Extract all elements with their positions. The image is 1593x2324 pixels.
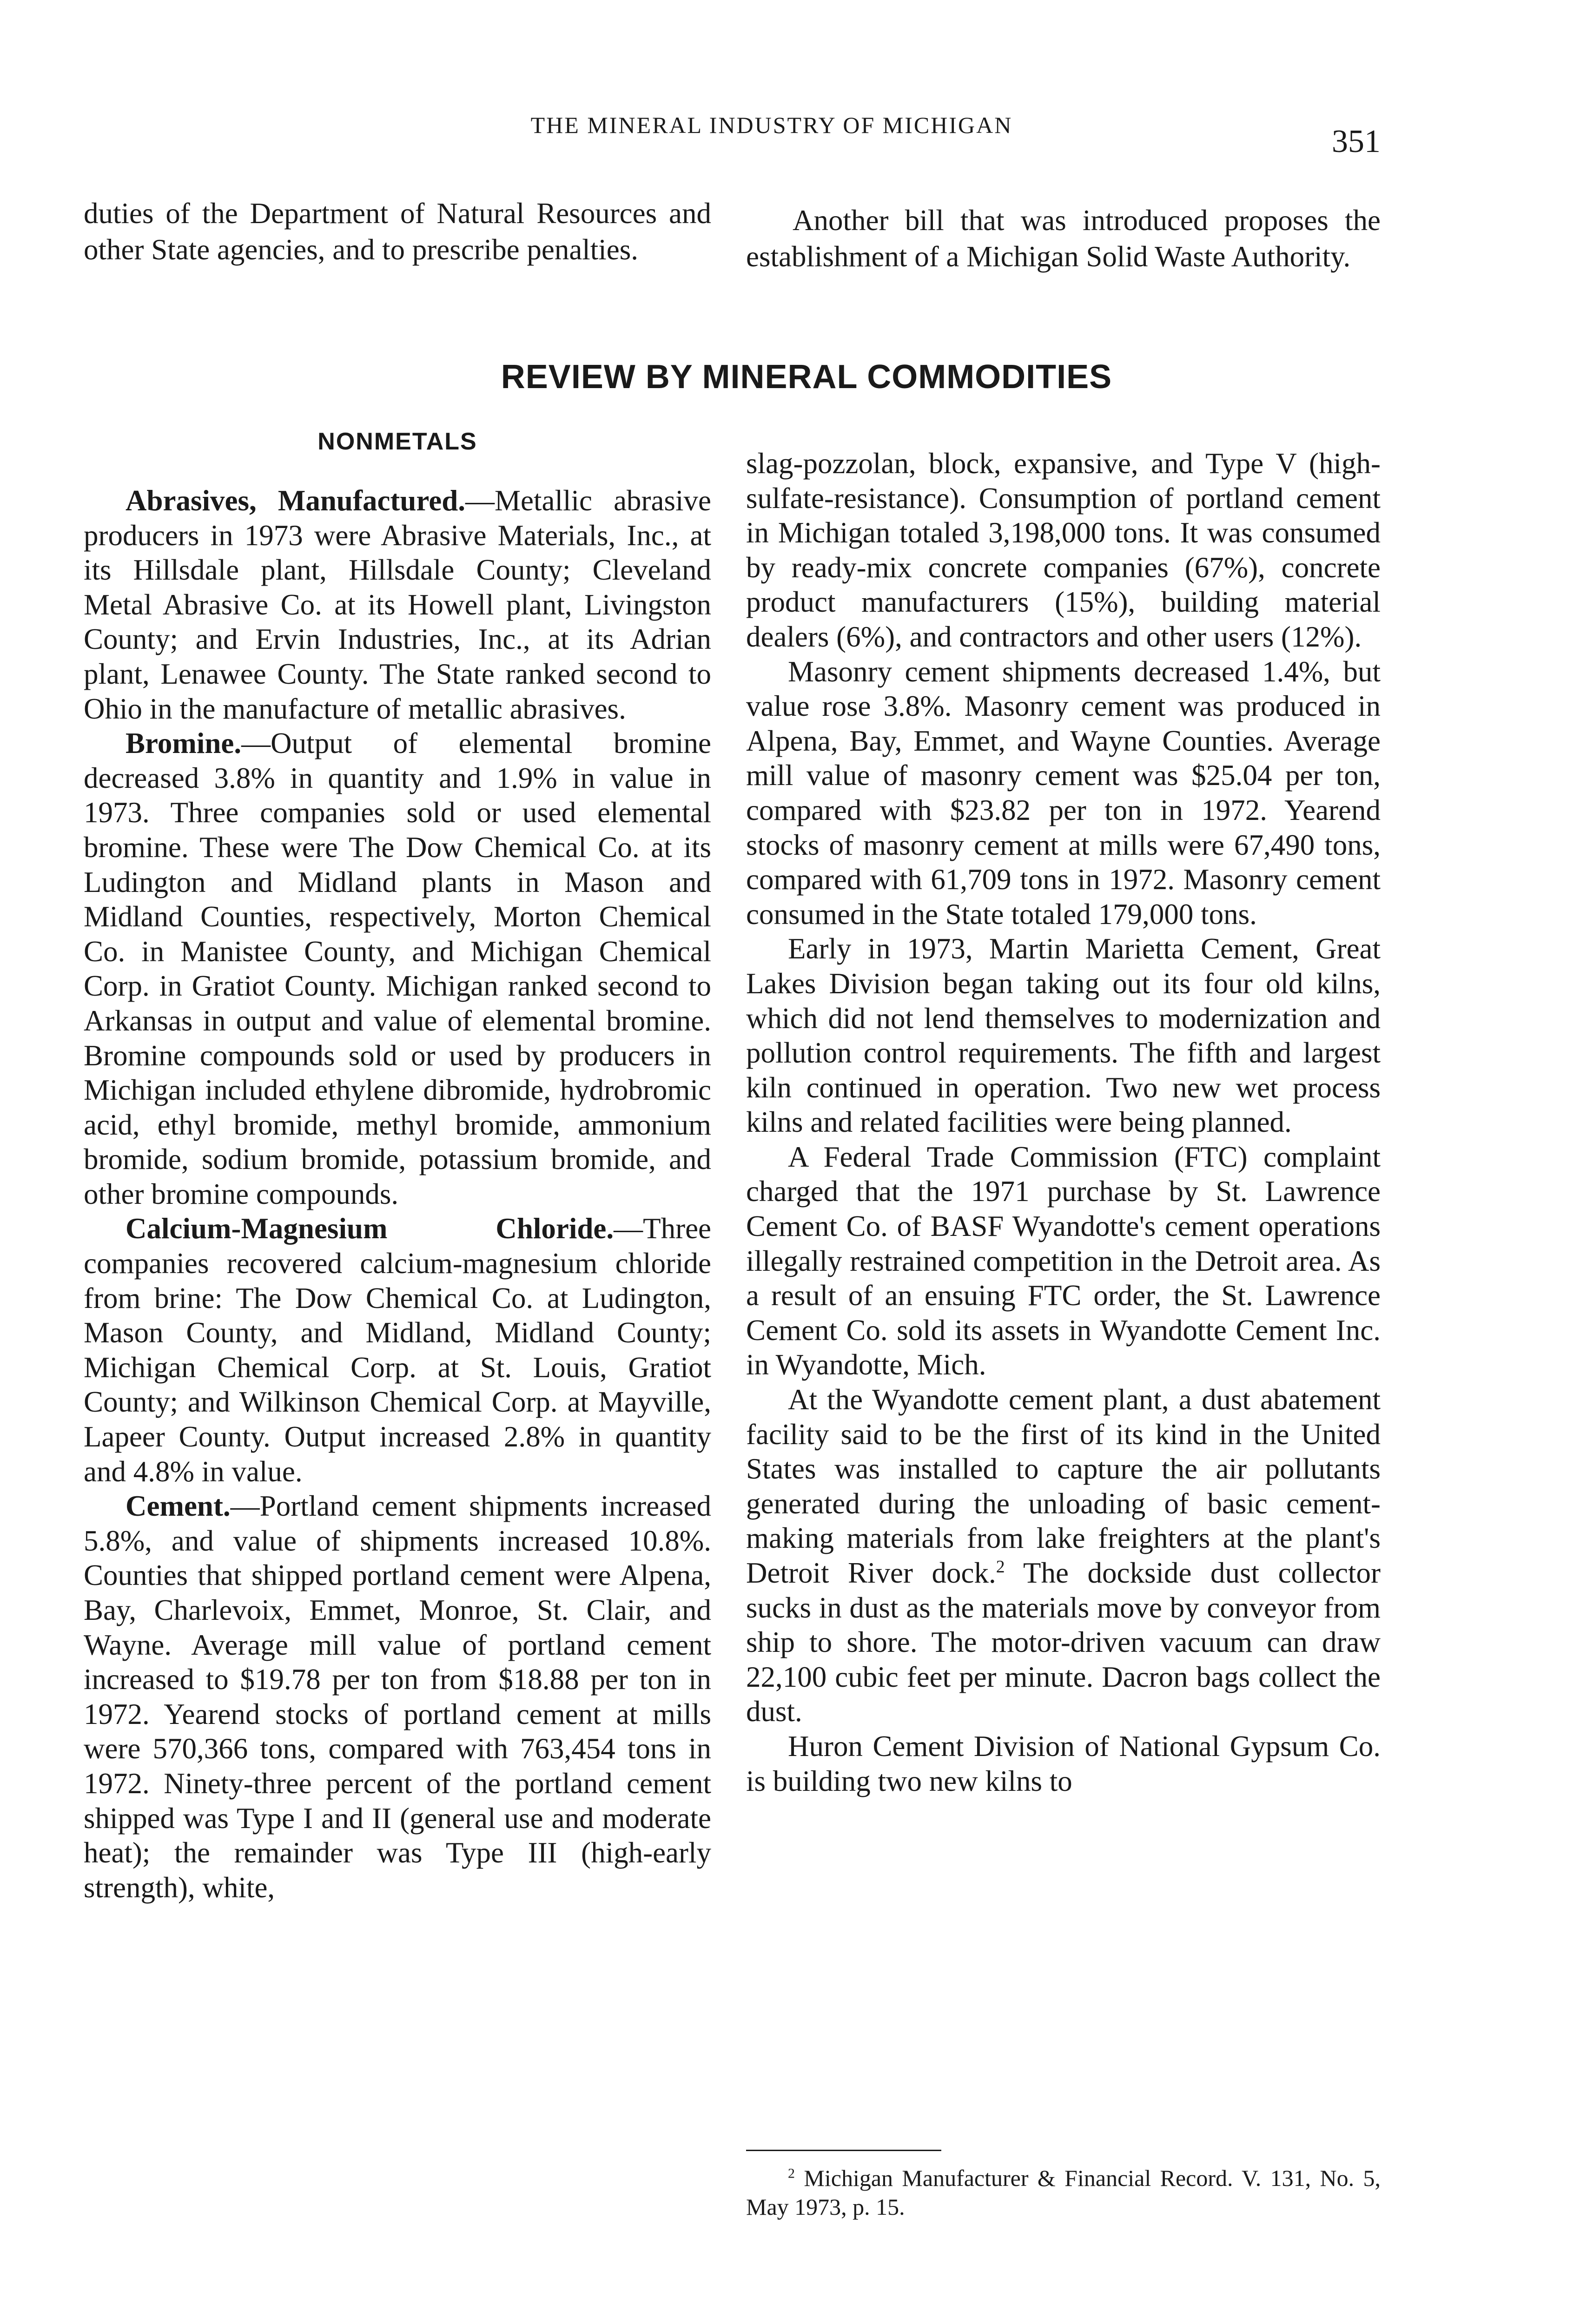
section-title: REVIEW BY MINERAL COMMODITIES (501, 358, 1112, 396)
masonry-paragraph: Masonry cement shipments decreased 1.4%, but value rose 3.8%. Masonry cement was produced in Alpena, Bay, Emmet, and Wayne Counties. Average mill value of masonry cement was $25.04 per ton, compared with $23.82 per ton in 1972. Yearend stocks of masonry cement at mills were 67,490 tons, compared with 61,709 tons in 1972. Masonry cement consumed in the State totaled 179,000 tons. (746, 655, 1381, 931)
huron-paragraph: Huron Cement Division of National Gypsum Co. is building two new kilns to (746, 1730, 1381, 1797)
wyandotte-text-after: The dockside dust collector sucks in dust as the materials move by conveyor from ship to shore. The motor-driven vacuum can draw 22,100 cubic feet per minute. Dacron bags collect the dust. (746, 1557, 1381, 1728)
calcium-paragraph (84, 1211, 711, 1489)
ftc-paragraph: A Federal Trade Commission (FTC) complaint charged that the 1971 purchase by St. Lawrence Cement Co. of BASF Wyandotte's cement operations illegally restrained competition in the Detroit area. As a result of an ensuing FTC order, the St. Lawrence Cement Co. sold its assets in Wyandotte Cement Inc. in Wyandotte, Mich. (746, 1140, 1381, 1381)
calcium-heading: Calcium-Magnesium Chloride. (126, 1212, 614, 1245)
bromine-paragraph (84, 726, 711, 1211)
martin-marietta-paragraph: Early in 1973, Martin Marietta Cement, Great Lakes Division began taking out its four old kilns, which did not lend themselves to modernization and pollution control requirements. The fifth and largest kiln continued in operation. Two new wet process kilns and related facilities were being planned. (746, 932, 1381, 1139)
abrasives-text: —Metallic abrasive producers in 1973 were Abrasive Materials, Inc., at its Hillsdale plant, Hillsdale County; Cleveland Metal Abrasive Co. at its Howell plant, Livingston County; and Ervin Industries, Inc., at its Adrian plant, Lenawee County. The State ranked second to Ohio in the manufacture of metallic abrasives. (84, 484, 711, 725)
top-left-paragraph: duties of the Department of Natural Resources and other State agencies, and to prescribe penalties. (84, 197, 711, 266)
bromine-heading: Bromine. (126, 727, 242, 760)
abrasives-heading: Abrasives, Manufactured. (126, 484, 465, 517)
footnote-text: Michigan Manufacturer & Financial Record. V. 131, No. 5, May 1973, p. 15. (746, 2165, 1381, 2220)
subsection-title: NONMETALS (317, 428, 477, 455)
bromine-text: —Output of elemental bromine decreased 3.8% in quantity and 1.9% in value in 1973. Three companies sold or used elemental bromine. These were The Dow Chemical Co. at its Ludington and Midland plants in Mason and Midland Counties, respectively, Morton Chemical Co. in Manistee County, and Michigan Chemical Corp. in Gratiot County. Michigan ranked second to Arkansas in output and value of elemental bromine. Bromine compounds sold or used by producers in Michigan included ethylene dibromide, hydrobromic acid, ethyl bromide, methyl bromide, ammonium bromide, sodium bromide, potassium bromide, and other bromine compounds. (84, 727, 711, 1210)
footnote-rule (746, 2150, 941, 2151)
cement-continuation-paragraph: slag-pozzolan, block, expansive, and Type V (high-sulfate-resistance). Consumption of portland cement in Michigan totaled 3,198,000 tons. It was consumed by ready-mix concrete companies (67%), concrete product manufacturers (15%), building material dealers (6%), and contractors and other users (12%). (746, 447, 1381, 653)
wyandotte-text-before: At the Wyandotte cement plant, a dust abatement facility said to be the first of its kind in the United States was installed to capture the air pollutants generated during the unloading of basic cement-making materials from lake freighters at the plant's Detroit River dock. (746, 1383, 1381, 1589)
left-column (84, 483, 711, 1905)
footnote-marker: 2 (788, 2166, 795, 2181)
top-right-paragraph: Another bill that was introduced proposes the establishment of a Michigan Solid Waste Authority. (746, 204, 1381, 273)
running-head: THE MINERAL INDUSTRY OF MICHIGAN (530, 112, 1013, 138)
cement-text: —Portland cement shipments increased 5.8%, and value of shipments increased 10.8%. Counties that shipped portland cement were Alpena, Bay, Charlevoix, Emmet, Monroe, St. Clair, and Wayne. Average mill value of portland cement increased to $19.78 per ton from $18.88 per ton in 1972. Yearend stocks of portland cement at mills were 570,366 tons, compared with 763,454 tons in 1972. Ninety-three percent of the portland cement shipped was Type I and II (general use and moderate heat); the remainder was Type III (high-early strength), white, (84, 1490, 711, 1904)
footnote-reference: 2 (996, 1557, 1005, 1577)
cement-heading: Cement. (126, 1490, 231, 1523)
page-number: 351 (1332, 124, 1381, 159)
wyandotte-paragraph (746, 1382, 1381, 1729)
footnote (746, 2164, 1381, 2221)
cement-paragraph (84, 1489, 711, 1905)
right-column (746, 446, 1381, 1798)
abrasives-paragraph (84, 483, 711, 726)
calcium-text: —Three companies recovered calcium-magnesium chloride from brine: The Dow Chemical Co. at Ludington, Mason County, and Midland, Midland County; Michigan Chemical Corp. at St. Louis, Gratiot County; and Wilkinson Chemical Corp. at Mayville, Lapeer County. Output increased 2.8% in quantity and 4.8% in value. (84, 1212, 711, 1488)
